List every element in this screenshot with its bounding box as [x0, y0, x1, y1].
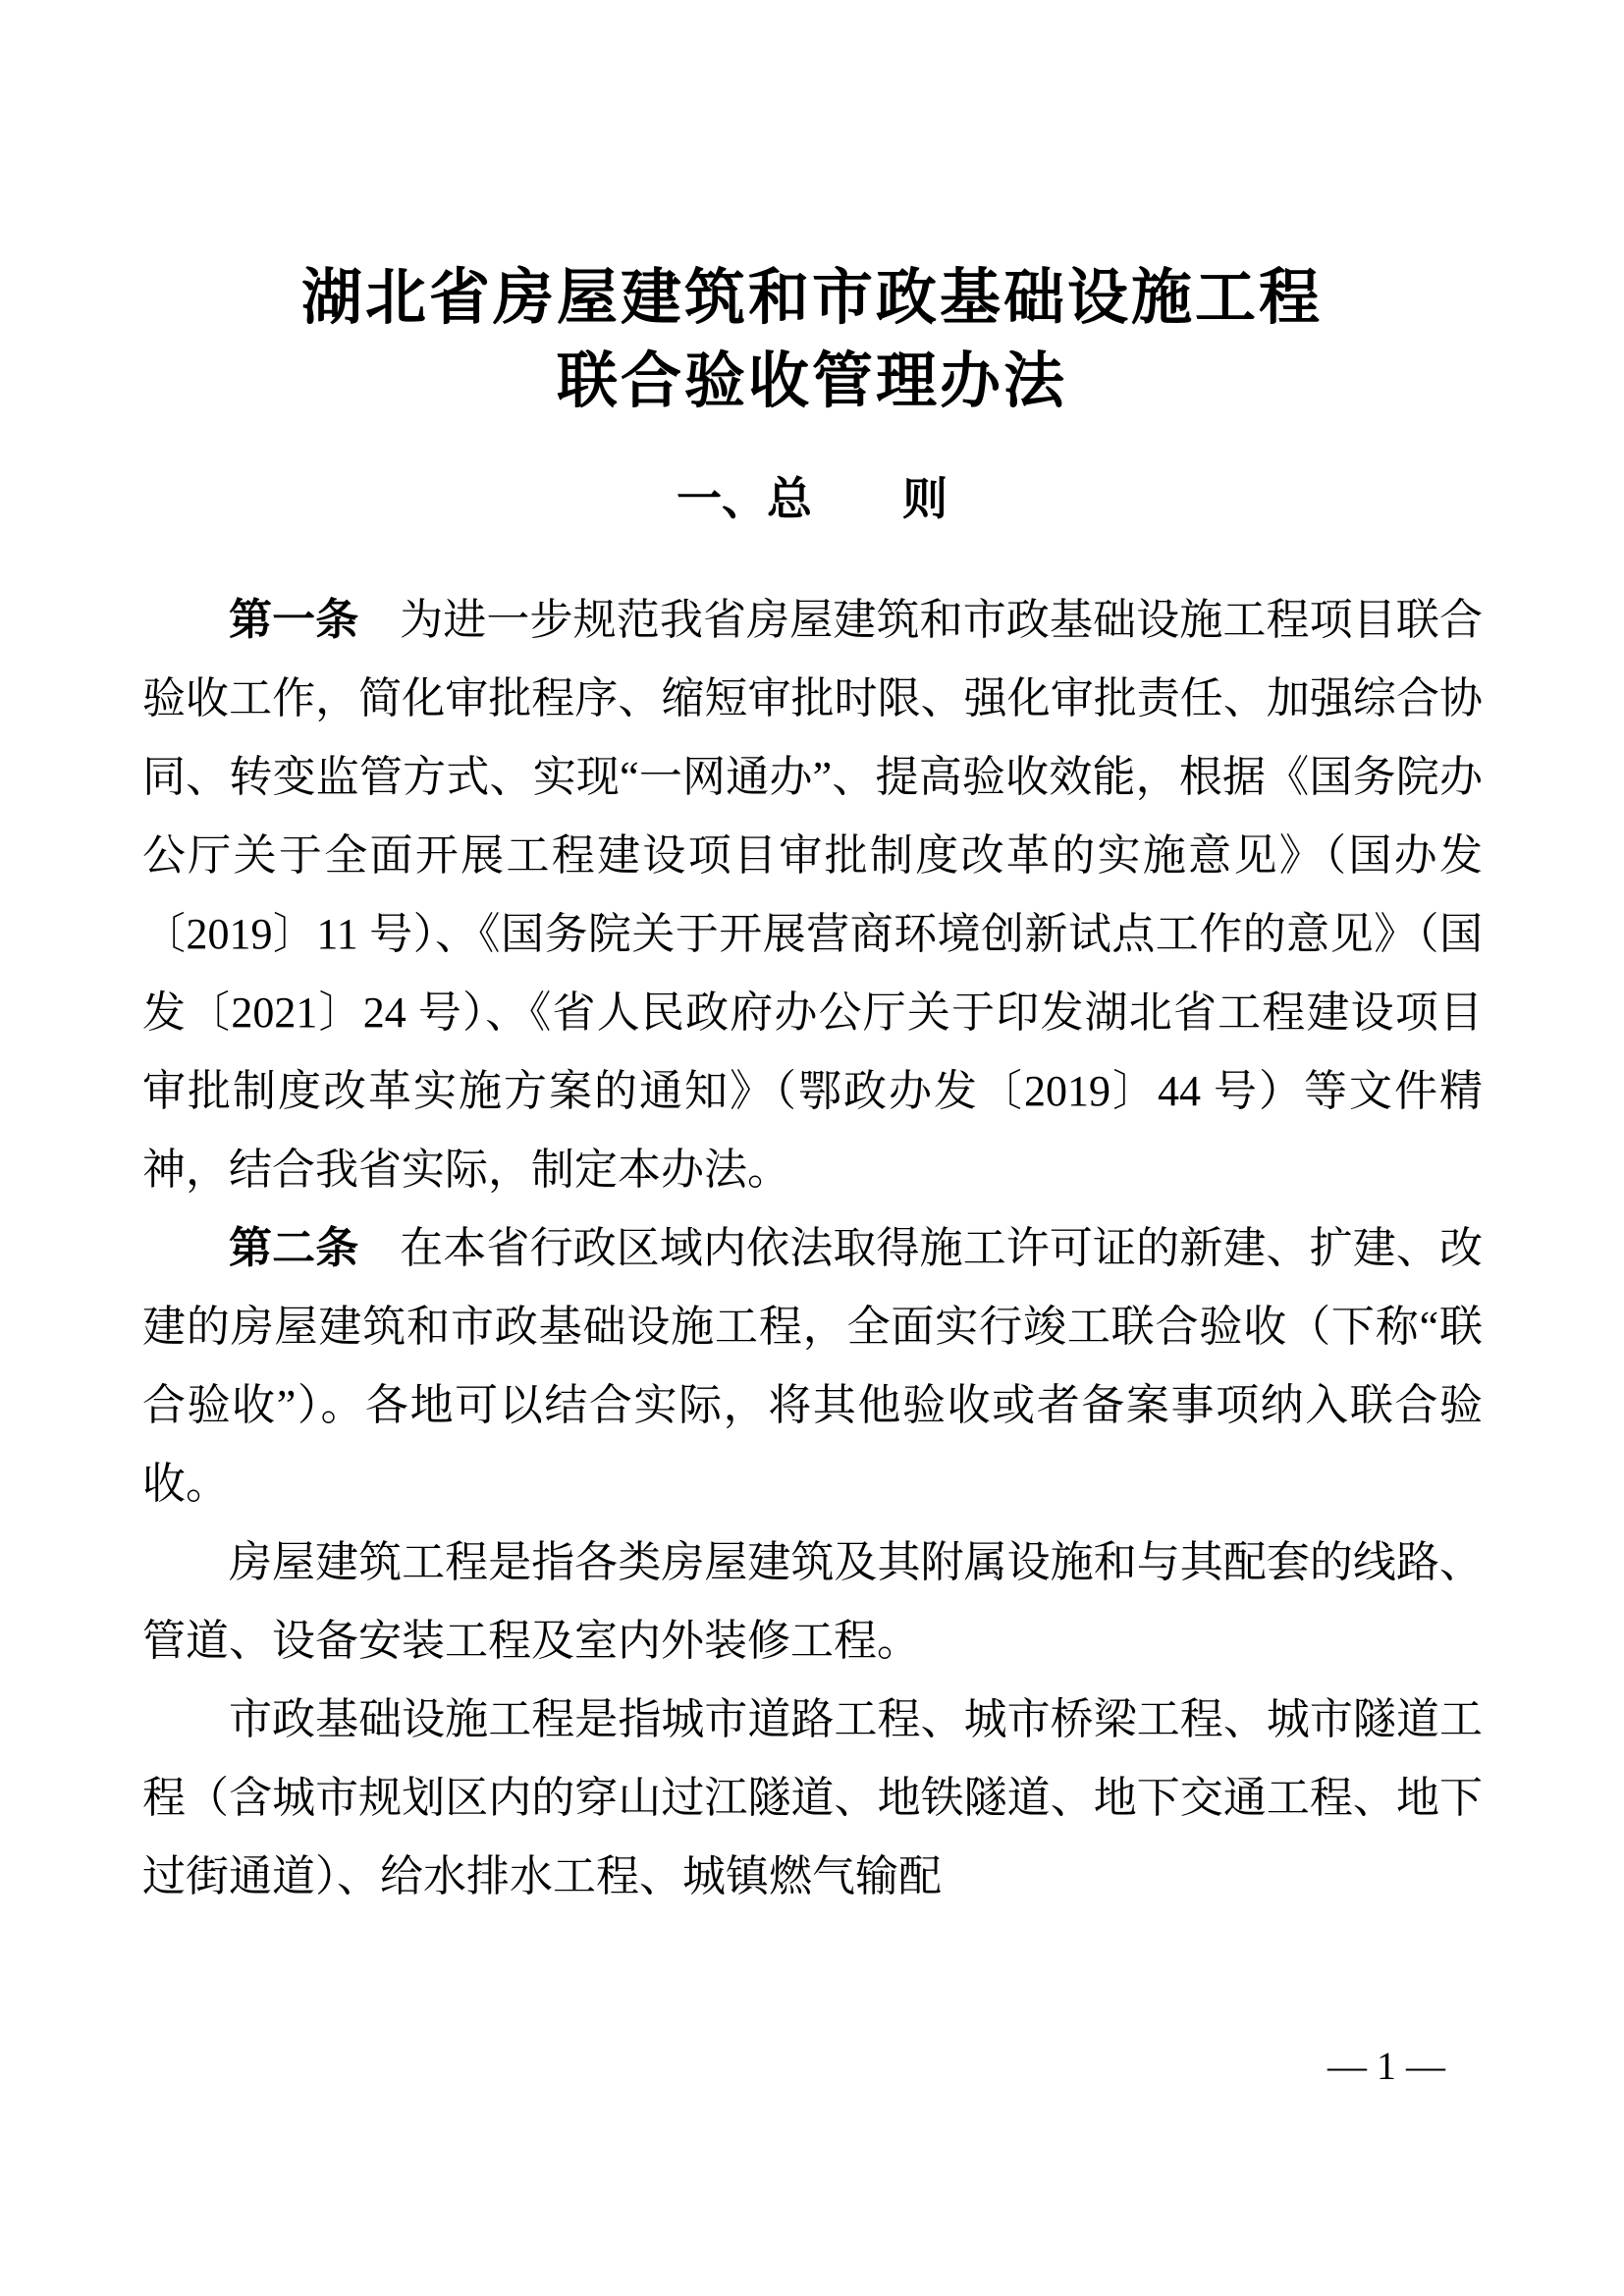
section-heading-general-provisions: 一、总 则	[677, 473, 947, 524]
paragraph-housing-definition	[142, 1523, 1483, 1681]
paragraph-article-2	[142, 1209, 1483, 1523]
paragraph-municipal-definition-text: 市政基础设施工程是指城市道路工程、城市桥梁工程、城市隧道工程（含城市规划区内的穿山过江隧道、地铁隧道、地下交通工程、地下过街通道）、给水排水工程、城镇燃气输配	[142, 1695, 1483, 1900]
paragraph-housing-definition-text: 房屋建筑工程是指各类房屋建筑及其附属设施和与其配套的线路、管道、设备安装工程及室内外装修工程。	[142, 1538, 1483, 1665]
article-1-label: 第一条	[229, 596, 359, 644]
page-number: — 1 —	[1327, 2044, 1445, 2088]
paragraph-article-1	[142, 581, 1483, 1209]
document-title-line-1: 湖北省房屋建筑和市政基础设施工程	[300, 265, 1323, 332]
document-title	[0, 0, 1624, 424]
paragraph-municipal-definition	[142, 1681, 1483, 1916]
document-body	[142, 581, 1483, 1916]
article-2-text: 在本省行政区域内依法取得施工许可证的新建、扩建、改建的房屋建筑和市政基础设施工程，全面实行竣工联合验收（下称“联合验收”）。各地可以结合实际，将其他验收或者备案事项纳入联合验收。	[142, 1224, 1484, 1508]
document-title-line-2: 联合验收管理办法	[556, 348, 1067, 415]
article-1-text: 为进一步规范我省房屋建筑和市政基础设施工程项目联合验收工作，简化审批程序、缩短审批时限、强化审批责任、加强综合协同、转变监管方式、实现“一网通办”、提高验收效能，根据《国务院办公厅关于全面开展工程建设项目审批制度改革的实施意见》（国办发〔2019〕11 号）、《国务院关于开展营商环境创新试点工作的意见》（国发〔2021〕24 号）、《省人民政府办公厅关于印发湖北省工程建设项目审批制度改革实施方案的通知》（鄂政办发〔2019〕44 号）等文件精神，结合我省实际，制定本办法。	[142, 596, 1484, 1194]
article-2-label: 第二条	[229, 1224, 359, 1272]
